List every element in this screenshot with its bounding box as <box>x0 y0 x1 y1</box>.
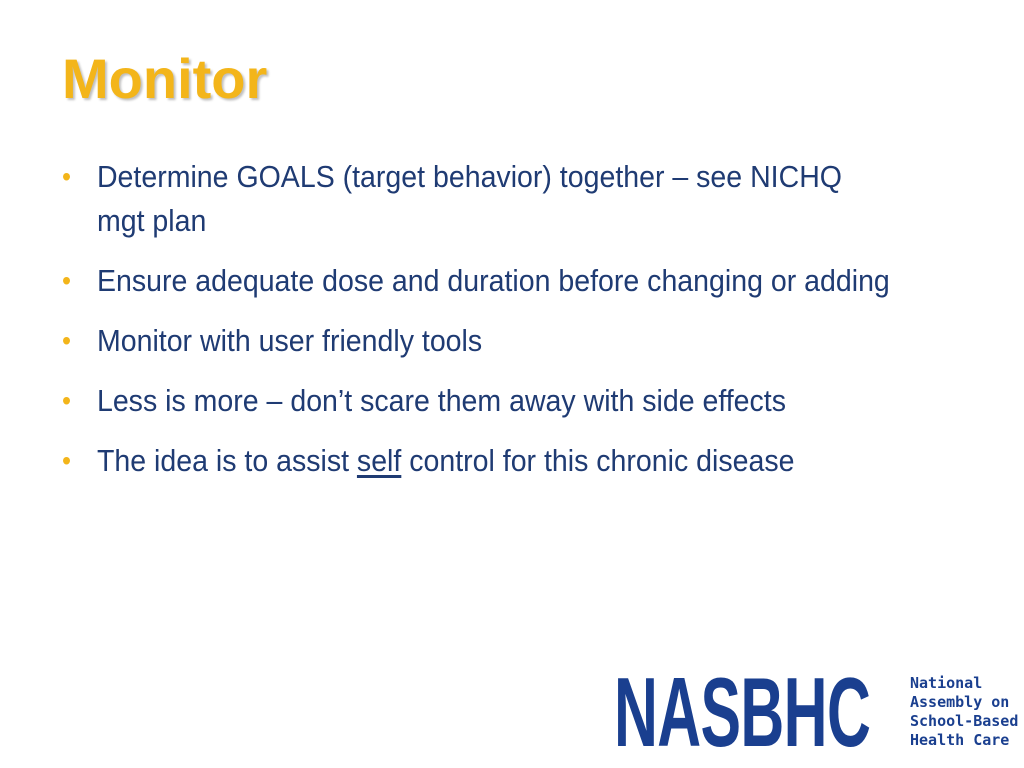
bullet-text: The idea is to assist <box>96 443 357 478</box>
logo-line: Assembly on <box>910 693 1010 711</box>
bullet-text-tail: control for this chronic disease <box>401 443 795 478</box>
bullet-icon: • <box>62 385 72 416</box>
bullet-text-underlined: self <box>356 443 402 478</box>
bullet-text: Less is more – don’t scare them away with side effects <box>96 383 786 418</box>
bullet-item <box>62 319 890 363</box>
logo-line: National <box>910 674 983 692</box>
bullet-text: Determine GOALS (target behavior) together – see NICHQ mgt plan <box>96 159 842 238</box>
bullet-icon: • <box>62 265 72 296</box>
logo-line: Health Care <box>910 731 1010 749</box>
bullet-item <box>62 155 890 243</box>
bullet-item <box>62 259 890 303</box>
bullet-list <box>62 155 962 499</box>
bullet-icon: • <box>62 325 72 356</box>
bullet-icon: • <box>62 161 72 192</box>
bullet-item <box>62 439 890 483</box>
slide-title: Monitor <box>62 47 268 110</box>
bullet-icon: • <box>62 445 72 476</box>
nasbhc-logo <box>614 657 1019 767</box>
logo-org-name <box>910 674 1018 750</box>
bullet-item <box>62 379 890 423</box>
bullet-text: Monitor with user friendly tools <box>96 323 483 358</box>
bullet-text: Ensure adequate dose and duration before changing or adding <box>96 263 890 298</box>
logo-mark: NASBHC <box>614 657 871 767</box>
logo-line: School-Based <box>910 712 1019 730</box>
